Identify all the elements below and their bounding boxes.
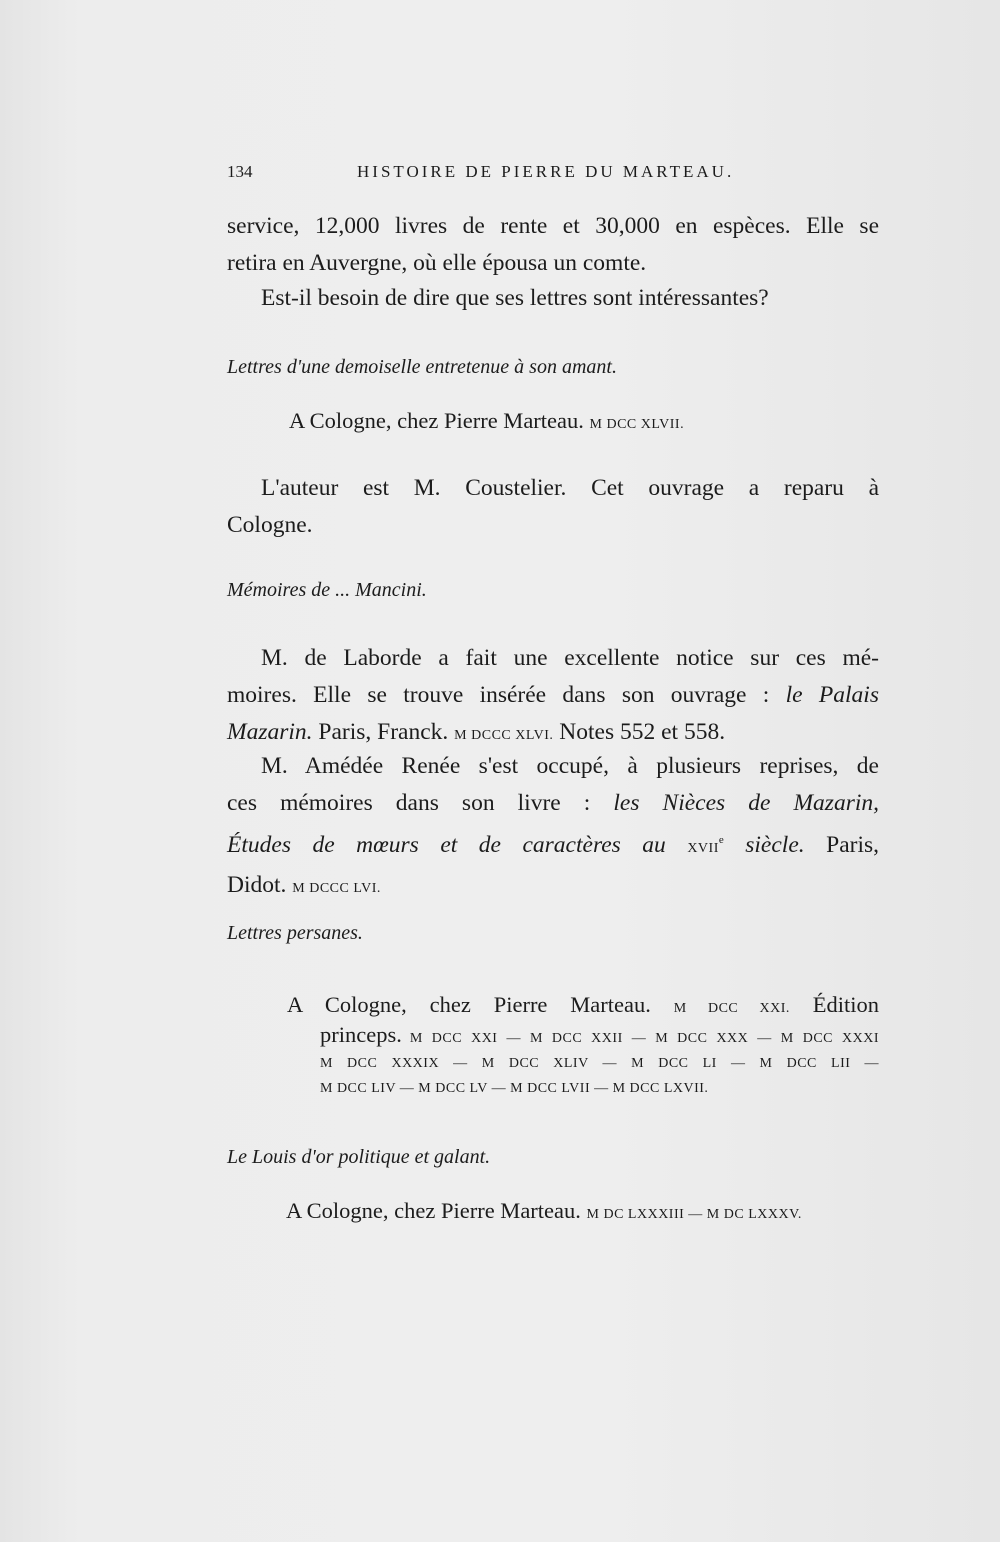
text-line bbox=[227, 785, 879, 822]
text-line: service, 12,000 livres de rente et 30,000 en espèces. Elle se bbox=[227, 213, 879, 239]
text-span: Didot. bbox=[227, 871, 293, 898]
paragraph-renee bbox=[227, 748, 879, 907]
princeps-line bbox=[287, 1020, 879, 1051]
date-small-caps: M DCCC LVI. bbox=[292, 880, 381, 896]
imprint-block bbox=[287, 990, 879, 1101]
text-span: ces mémoires dans son livre : bbox=[227, 790, 614, 816]
book-title: Mazarin. bbox=[227, 719, 313, 745]
text-span: moires. Elle se trouve insérée dans son ouvrage : bbox=[227, 682, 786, 708]
imprint-line bbox=[286, 1196, 896, 1230]
entry-title: Le Louis d'or politique et galant. bbox=[227, 1146, 491, 1168]
text-line bbox=[227, 822, 879, 867]
text-line: L'auteur est M. Coustelier. Cet ouvrage a reparu à bbox=[261, 475, 879, 501]
imprint-date: M DCC XXI. bbox=[673, 1001, 790, 1016]
paragraph-author bbox=[227, 470, 879, 544]
page-header bbox=[227, 162, 879, 192]
edition-dates: M DCC LIV — M DCC LV — M DCC LVII — M DCC LXVII. bbox=[320, 1081, 709, 1096]
imprint-text: A Cologne, chez Pierre Marteau. bbox=[286, 1198, 581, 1223]
text-line: Est-il besoin de dire que ses lettres sont intéressantes? bbox=[261, 285, 769, 311]
superscript: e bbox=[718, 834, 724, 846]
imprint-line bbox=[289, 406, 889, 440]
entry-title: Lettres persanes. bbox=[227, 922, 363, 944]
text-line: retira en Auvergne, où elle épousa un comte. bbox=[227, 250, 647, 276]
book-subtitle: Études de mœurs et de caractères au bbox=[227, 831, 688, 858]
edition-dates: M DCC XXI — M DCC XXII — M DCC XXX — M DCC XXXI bbox=[409, 1031, 879, 1046]
century-small-caps: XVII bbox=[687, 840, 719, 856]
book-title: le Palais bbox=[785, 682, 879, 708]
book-subtitle: siècle. bbox=[723, 831, 805, 858]
paragraph-laborde bbox=[227, 640, 879, 754]
text-line bbox=[227, 867, 879, 907]
imprint-date: M DC LXXXIII — M DC LXXXV. bbox=[586, 1207, 802, 1222]
text-line bbox=[227, 677, 879, 714]
text-span: Notes 552 et 558. bbox=[553, 719, 726, 745]
text-line: M. de Laborde a fait une excellente notice sur ces mé- bbox=[261, 645, 879, 671]
princeps-label: princeps. bbox=[320, 1022, 402, 1047]
imprint-date: M DCC XLVII. bbox=[589, 417, 685, 432]
edition-dates: M DCC XXXIX — M DCC XLIV — M DCC LI — M DCC LII — bbox=[320, 1056, 879, 1071]
edition-dates-cont bbox=[287, 1051, 879, 1101]
book-title: les Nièces de Mazarin, bbox=[613, 790, 879, 816]
text-line: M. Amédée Renée s'est occupé, à plusieurs reprises, de bbox=[261, 753, 879, 779]
imprint-text: A Cologne, chez Pierre Marteau. bbox=[289, 408, 584, 433]
running-title: HISTOIRE DE PIERRE DU MARTEAU. bbox=[357, 162, 735, 181]
entry-title: Lettres d'une demoiselle entretenue à son amant. bbox=[227, 356, 617, 378]
text-line: Cologne. bbox=[227, 512, 313, 538]
text-span: Paris, Franck. bbox=[312, 719, 455, 745]
imprint-line bbox=[287, 990, 879, 1024]
imprint-text: A Cologne, chez Pierre Marteau. bbox=[287, 992, 651, 1017]
paragraph-continuation bbox=[227, 208, 879, 282]
date-small-caps: M DCCC XLVI. bbox=[454, 728, 554, 743]
page-number: 134 bbox=[227, 162, 253, 181]
entry-title: Mémoires de ... Mancini. bbox=[227, 579, 427, 601]
imprint-tail: Édition bbox=[812, 992, 879, 1017]
text-span: Paris, bbox=[804, 831, 880, 858]
paragraph-question bbox=[227, 280, 879, 317]
